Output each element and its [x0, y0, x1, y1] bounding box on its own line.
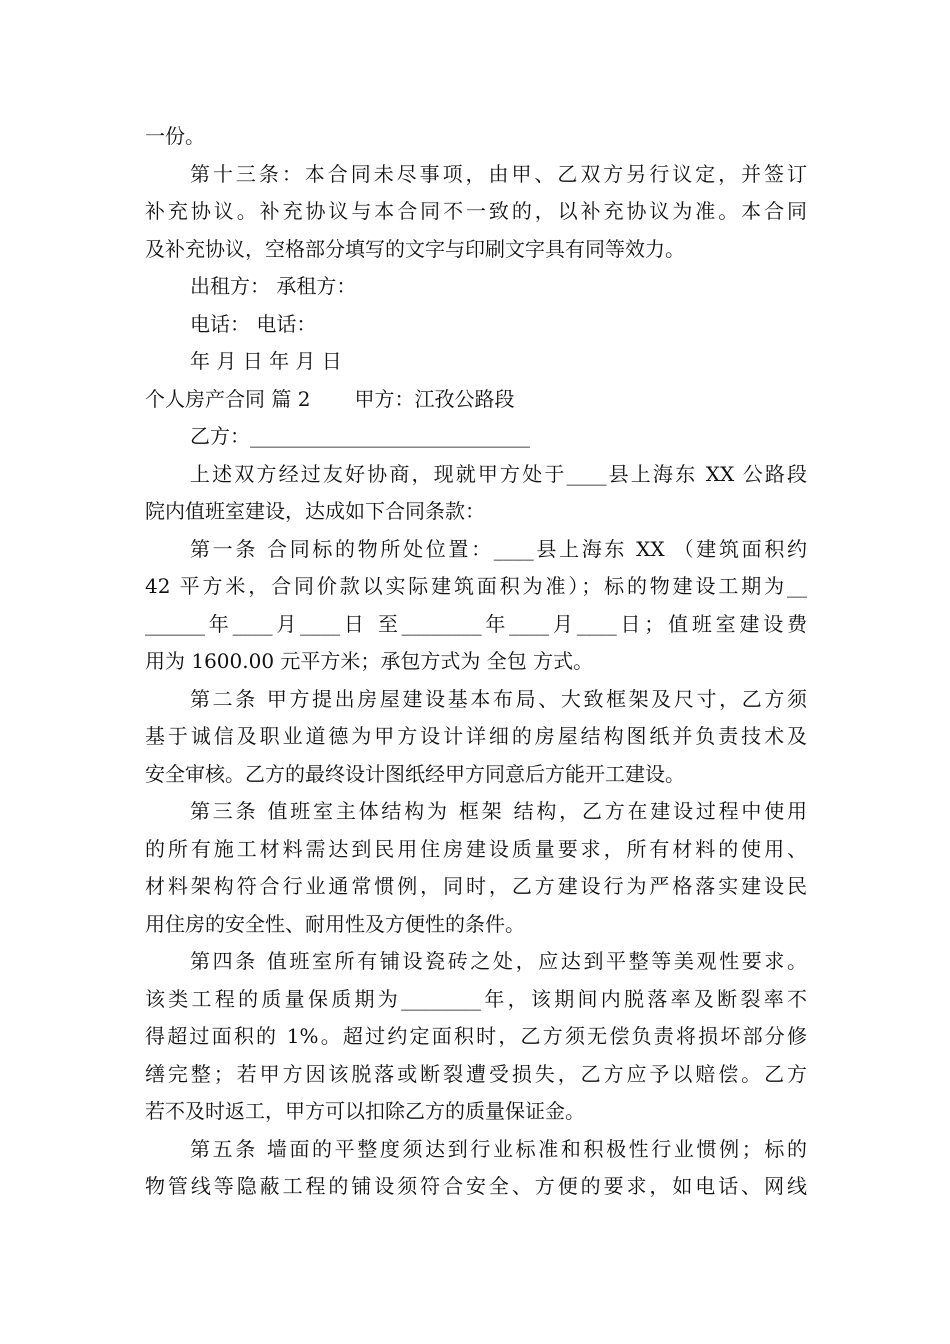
text-line: ______年____月____日 至________年____月____日；值班室建设费 [145, 611, 807, 636]
document-body-top [145, 118, 807, 381]
text-line: 该类工程的质量保质期为________年，该期间内脱落率及断裂率不 [145, 986, 807, 1011]
text-line: 电话： 电话： [190, 311, 317, 336]
text-line: 年 月 日 年 月 日 [190, 349, 342, 373]
text-line: 补充协议。补充协议与本合同不一致的，以补充协议为准。本合同 [145, 199, 807, 223]
text-line: 物管线等隐蔽工程的铺设须符合安全、方便的要求，如电话、网线 [145, 1174, 807, 1198]
text-line: 42 平方米，合同价款以实际建筑面积为准）；标的物建设工期为__ [145, 574, 807, 598]
text-line: 第一条 合同标的物所处位置：____县上海东 XX （建筑面积约 [190, 536, 807, 561]
document-page [145, 118, 807, 1206]
section-heading-row [145, 381, 807, 419]
text-line: 若不及时返工，甲方可以扣除乙方的质量保证金。 [145, 1099, 585, 1123]
text-line: 上述双方经过友好协商，现就甲方处于____县上海东 XX 公路段 [190, 461, 807, 486]
section-heading: 个人房产合同 篇 2 [145, 386, 311, 411]
text-line: 安全审核。乙方的最终设计图纸经甲方同意后方能开工建设。 [145, 761, 685, 786]
text-line: 第五条 墙面的平整度须达到行业标准和积极性行业惯例；标的 [190, 1136, 807, 1161]
text-line: 得超过面积的 1%。超过约定面积时，乙方须无偿负责将损坏部分修 [145, 1024, 807, 1048]
text-line: 院内值班室建设，达成如下合同条款： [145, 499, 485, 523]
text-line: 一份。 [145, 124, 205, 148]
text-line: 用为 1600.00 元平方米；承包方式为 全包 方式。 [145, 649, 594, 673]
text-line: 的所有施工材料需达到民用住房建设质量要求，所有材料的使用、 [145, 836, 807, 861]
party-a-line: 甲方：江孜公路段 [354, 386, 515, 411]
text-line: 及补充协议，空格部分填写的文字与印刷文字具有同等效力。 [145, 236, 685, 261]
text-line: 缮完整；若甲方因该脱落或断裂遭受损失，乙方应予以赔偿。乙方 [145, 1061, 807, 1086]
text-line: 乙方：____________________________ [190, 424, 530, 448]
text-line: 第二条 甲方提出房屋建设基本布局、大致框架及尺寸，乙方须 [190, 686, 807, 711]
text-line: 第四条 值班室所有铺设瓷砖之处，应达到平整等美观性要求。 [190, 949, 807, 973]
text-line: 出租方： 承租方： [190, 274, 357, 298]
text-line: 基于诚信及职业道德为甲方设计详细的房屋结构图纸并负责技术及 [145, 724, 807, 748]
text-line: 第十三条：本合同未尽事项，由甲、乙双方另行议定，并签订 [190, 161, 807, 186]
text-line: 第三条 值班室主体结构为 框架 结构，乙方在建设过程中使用 [190, 799, 807, 823]
document-body-main [145, 418, 807, 1206]
heading-gap [310, 381, 354, 419]
text-line: 用住房的安全性、耐用性及方便性的条件。 [145, 911, 525, 936]
text-line: 材料架构符合行业通常惯例，同时，乙方建设行为严格落实建设民 [145, 874, 807, 898]
